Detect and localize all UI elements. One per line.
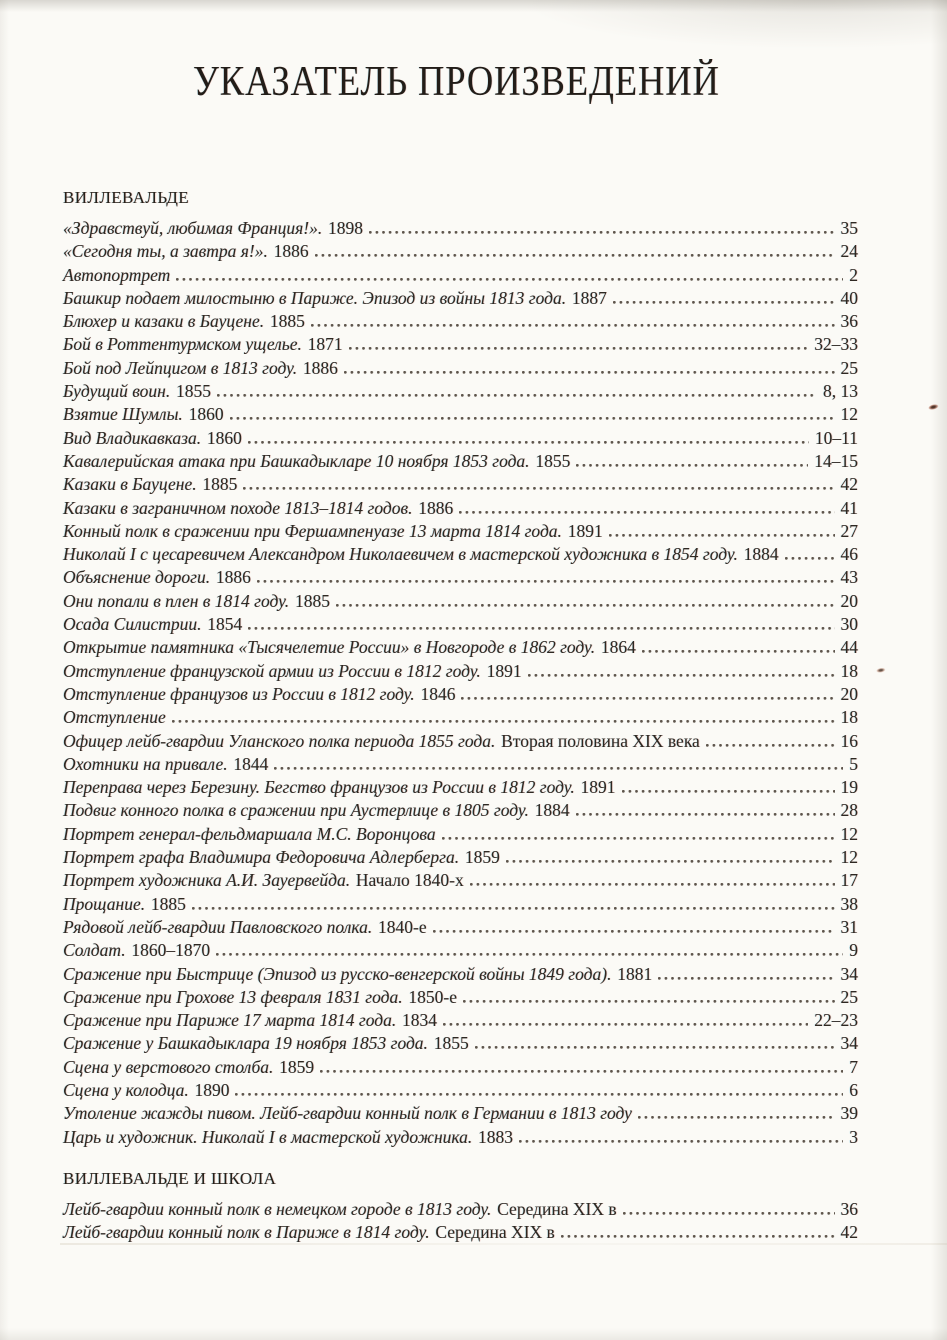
entry-page-number: 25 bbox=[840, 986, 858, 1007]
entry-page-number: 8, 13 bbox=[823, 381, 858, 402]
entry-page-number: 31 bbox=[840, 916, 858, 937]
index-entry bbox=[63, 473, 858, 496]
entry-title: Отступление французов из России в 1812 году. bbox=[63, 683, 415, 704]
entry-page-number: 14–15 bbox=[814, 450, 858, 471]
ink-speck bbox=[925, 398, 945, 414]
entry-date: 1886 bbox=[302, 357, 338, 378]
entry-page-number: 12 bbox=[840, 847, 858, 868]
entry-title: Лейб-гвардии конный полк в немецком городе в 1813 году. bbox=[63, 1198, 492, 1219]
entry-title: Сражение при Быстрице (Эпизод из русско-венгерской войны 1849 года). bbox=[63, 963, 612, 984]
entry-page-number: 3 bbox=[849, 1126, 858, 1147]
entry-date: 1840-е bbox=[378, 916, 427, 937]
index-entry bbox=[63, 1056, 858, 1079]
entry-title: Казаки в Бауцене. bbox=[63, 474, 197, 495]
index-entry bbox=[63, 799, 858, 822]
entry-page-number: 20 bbox=[840, 683, 858, 704]
index-section bbox=[63, 187, 858, 1149]
entry-page-number: 34 bbox=[840, 1033, 858, 1054]
entry-date: 1887 bbox=[571, 287, 607, 308]
index-entry bbox=[63, 776, 858, 799]
entry-date: 1855 bbox=[433, 1033, 469, 1054]
entry-title: Объяснение дороги. bbox=[63, 567, 211, 588]
entry-title: Будущий воин. bbox=[63, 381, 171, 402]
entry-title: Подвиг конного полка в сражении при Аустерлице в 1805 году. bbox=[63, 800, 529, 821]
entry-page-number: 32–33 bbox=[814, 334, 858, 355]
index-section bbox=[63, 1168, 858, 1245]
entry-page-number: 39 bbox=[840, 1103, 858, 1124]
entry-date: 1846 bbox=[420, 683, 456, 704]
entry-date: 1859 bbox=[279, 1056, 315, 1077]
entry-page-number: 9 bbox=[849, 940, 858, 961]
index-entry bbox=[63, 706, 858, 729]
index-entry bbox=[63, 893, 858, 916]
index-entry bbox=[63, 1079, 858, 1102]
index-entry bbox=[63, 543, 858, 566]
entry-title: Кавалерийская атака при Башкадыкларе 10 ноября 1853 года. bbox=[63, 450, 530, 471]
entry-list bbox=[63, 217, 858, 1149]
entry-title: Сцена у колодца. bbox=[63, 1079, 189, 1100]
entry-date: 1855 bbox=[176, 381, 211, 402]
index-entry bbox=[63, 636, 858, 659]
entry-page-number: 20 bbox=[840, 590, 858, 611]
index-entry bbox=[63, 427, 858, 450]
entry-page-number: 25 bbox=[840, 357, 858, 378]
entry-date: 1891 bbox=[567, 520, 603, 541]
index-entry bbox=[63, 566, 858, 589]
entry-page-number: 22–23 bbox=[814, 1010, 858, 1031]
entry-page-number: 16 bbox=[840, 730, 858, 751]
entry-date: 1854 bbox=[207, 614, 243, 635]
entry-title: Казаки в заграничном походе 1813–1814 годов. bbox=[63, 497, 413, 518]
entry-date: 1871 bbox=[307, 334, 343, 355]
entry-title: Портрет генерал-фельдмаршала М.С. Воронцова bbox=[63, 823, 436, 844]
entry-page-number: 36 bbox=[840, 1198, 858, 1219]
entry-date: 1886 bbox=[418, 497, 454, 518]
entry-page-number: 7 bbox=[849, 1056, 858, 1077]
entry-title: Утоление жажды пивом. Лейб-гвардии конный полк в Германии в 1813 году bbox=[63, 1103, 632, 1124]
index-entry bbox=[63, 1032, 858, 1055]
index-entry bbox=[63, 217, 858, 240]
entry-date: 1884 bbox=[743, 544, 779, 565]
entry-title: Конный полк в сражении при Фершампенуазе 13 марта 1814 года. bbox=[63, 520, 562, 541]
entry-title: Рядовой лейб-гвардии Павловского полка. bbox=[63, 916, 373, 937]
index-entry bbox=[63, 939, 858, 962]
entry-page-number: 17 bbox=[840, 870, 858, 891]
index-entry bbox=[63, 660, 858, 683]
entry-title: Башкир подает милостыню в Париже. Эпизод из войны 1813 года. bbox=[63, 287, 567, 308]
entry-page-number: 19 bbox=[840, 777, 858, 798]
entry-date: Середина XIX в bbox=[435, 1222, 555, 1243]
entry-page-number: 6 bbox=[849, 1079, 858, 1100]
section-heading: ВИЛЛЕВАЛЬДЕ И ШКОЛА bbox=[63, 1168, 277, 1188]
entry-title: Вид Владикавказа. bbox=[63, 427, 202, 448]
entry-page-number: 24 bbox=[840, 241, 858, 262]
entry-title: Сражение при Грохове 13 февраля 1831 года. bbox=[63, 986, 403, 1007]
index-entry bbox=[63, 1009, 858, 1032]
entry-title: Сражение при Париже 17 марта 1814 года. bbox=[63, 1010, 397, 1031]
entry-date: 1883 bbox=[478, 1126, 514, 1147]
entry-title: Отступление bbox=[63, 707, 166, 728]
index-entry bbox=[63, 264, 858, 287]
entry-date: 1886 bbox=[273, 241, 309, 262]
index-entry bbox=[63, 1126, 858, 1149]
entry-title: «Здравствуй, любимая Франция!». bbox=[63, 218, 323, 238]
entry-date: Вторая половина XIX века bbox=[501, 730, 700, 751]
index-entry bbox=[63, 916, 858, 939]
entry-title: Портрет художника А.И. Зауервейда. bbox=[63, 870, 351, 891]
entry-date: 1886 bbox=[215, 567, 251, 588]
entry-title: Открытие памятника «Тысячелетие России» в Новгороде в 1862 году. bbox=[63, 637, 596, 658]
index-sections bbox=[63, 187, 858, 1244]
entry-page-number: 28 bbox=[840, 800, 858, 821]
entry-title: Они попали в плен в 1814 году. bbox=[63, 590, 290, 611]
entry-page-number: 5 bbox=[849, 753, 858, 774]
entry-title: Бой под Лейпцигом в 1813 году. bbox=[63, 357, 298, 378]
entry-date: 1891 bbox=[486, 660, 522, 681]
entry-title: Офицер лейб-гвардии Уланского полка периода 1855 года. bbox=[63, 730, 496, 751]
entry-page-number: 43 bbox=[840, 567, 858, 588]
index-entry bbox=[63, 869, 858, 892]
entry-title: Солдат. bbox=[63, 940, 126, 961]
entry-date: 1885 bbox=[202, 474, 238, 495]
index-entry bbox=[63, 287, 858, 310]
index-entry bbox=[63, 520, 858, 543]
entry-date: 1855 bbox=[535, 450, 571, 471]
entry-date: 1884 bbox=[534, 800, 570, 821]
entry-page-number: 46 bbox=[840, 544, 858, 565]
entry-title: Царь и художник. Николай I в мастерской художника. bbox=[63, 1126, 473, 1147]
index-entry bbox=[63, 730, 858, 753]
entry-title: Охотники на привале. bbox=[63, 753, 228, 774]
entry-title: Переправа через Березину. Бегство французов из России в 1812 году. bbox=[63, 777, 575, 798]
entry-title: Бой в Роттентурмском ущелье. bbox=[63, 334, 302, 355]
entry-page-number: 41 bbox=[840, 497, 858, 518]
index-entry bbox=[63, 333, 858, 356]
entry-title: Портрет графа Владимира Федоровича Адлерберга. bbox=[63, 847, 460, 868]
entry-date: 1881 bbox=[617, 963, 653, 984]
entry-page-number: 27 bbox=[840, 520, 858, 541]
index-entry bbox=[63, 683, 858, 706]
entry-title: Отступление французской армии из России в 1812 году. bbox=[63, 660, 481, 681]
entry-title: «Сегодня ты, а завтра я!». bbox=[63, 241, 268, 262]
entry-page-number: 35 bbox=[840, 218, 858, 238]
entry-list bbox=[63, 1198, 858, 1245]
entry-date: 1859 bbox=[464, 847, 500, 868]
index-entry bbox=[63, 846, 858, 869]
entry-title: Сражение у Башкадыклара 19 ноября 1853 года. bbox=[63, 1033, 428, 1054]
entry-page-number: 44 bbox=[840, 637, 858, 658]
entry-date: 1885 bbox=[269, 311, 305, 332]
entry-title: Сцена у верстового столба. bbox=[63, 1056, 274, 1077]
entry-title: Прощание. bbox=[63, 893, 146, 914]
entry-date: 1850-е bbox=[408, 986, 458, 1007]
entry-date: 1891 bbox=[580, 777, 616, 798]
index-entry bbox=[63, 590, 858, 613]
index-entry bbox=[63, 963, 858, 986]
index-entry bbox=[63, 986, 858, 1009]
entry-page-number: 30 bbox=[840, 614, 858, 635]
entry-title: Лейб-гвардии конный полк в Париже в 1814 году. bbox=[63, 1222, 430, 1243]
index-entry bbox=[63, 450, 858, 473]
entry-date: Середина XIX в bbox=[497, 1198, 617, 1219]
entry-date: 1898 bbox=[327, 218, 363, 238]
entry-title: Взятие Шумлы. bbox=[63, 404, 183, 425]
entry-page-number: 38 bbox=[840, 893, 858, 914]
index-entry bbox=[63, 403, 858, 426]
page-title: УКАЗАТЕЛЬ ПРОИЗВЕДЕНИЙ bbox=[192, 59, 720, 105]
entry-date: Начало 1840-х bbox=[355, 870, 464, 891]
page-content bbox=[63, 0, 858, 1244]
entry-page-number: 34 bbox=[840, 963, 858, 984]
entry-page-number: 18 bbox=[840, 660, 858, 681]
entry-page-number: 2 bbox=[849, 264, 858, 285]
entry-title: Осада Силистрии. bbox=[63, 614, 202, 635]
entry-date: 1860–1870 bbox=[131, 940, 211, 961]
entry-date: 1885 bbox=[150, 893, 186, 914]
entry-page-number: 36 bbox=[840, 311, 858, 332]
entry-date: 1844 bbox=[233, 753, 269, 774]
index-entry bbox=[63, 613, 858, 636]
index-entry bbox=[63, 357, 858, 380]
index-entry bbox=[63, 497, 858, 520]
entry-date: 1885 bbox=[294, 590, 330, 611]
entry-title: Блюхер и казаки в Бауцене. bbox=[63, 311, 265, 332]
entry-date: 1864 bbox=[600, 637, 636, 658]
entry-page-number: 40 bbox=[840, 287, 858, 308]
index-entry bbox=[63, 753, 858, 776]
index-entry bbox=[63, 310, 858, 333]
entry-page-number: 12 bbox=[840, 404, 858, 425]
ink-speck bbox=[873, 663, 891, 677]
index-entry bbox=[63, 240, 858, 263]
index-entry bbox=[63, 1221, 858, 1244]
entry-page-number: 18 bbox=[840, 707, 858, 728]
index-entry bbox=[63, 823, 858, 846]
entry-date: 1834 bbox=[402, 1010, 438, 1031]
entry-page-number: 12 bbox=[840, 823, 858, 844]
entry-date: 1860 bbox=[206, 427, 242, 448]
index-entry bbox=[63, 380, 858, 403]
section-heading: ВИЛЛЕВАЛЬДЕ bbox=[63, 188, 190, 207]
entry-date: 1860 bbox=[188, 404, 224, 425]
entry-title: Автопортрет bbox=[63, 264, 171, 285]
entry-date: 1890 bbox=[194, 1079, 230, 1100]
entry-page-number: 42 bbox=[840, 1222, 858, 1243]
entry-page-number: 10–11 bbox=[814, 427, 858, 448]
index-entry bbox=[63, 1198, 858, 1221]
entry-title: Николай I с цесаревичем Александром Николаевичем в мастерской художника в 1854 году. bbox=[63, 544, 738, 565]
index-entry bbox=[63, 1102, 858, 1125]
entry-page-number: 42 bbox=[840, 474, 858, 495]
